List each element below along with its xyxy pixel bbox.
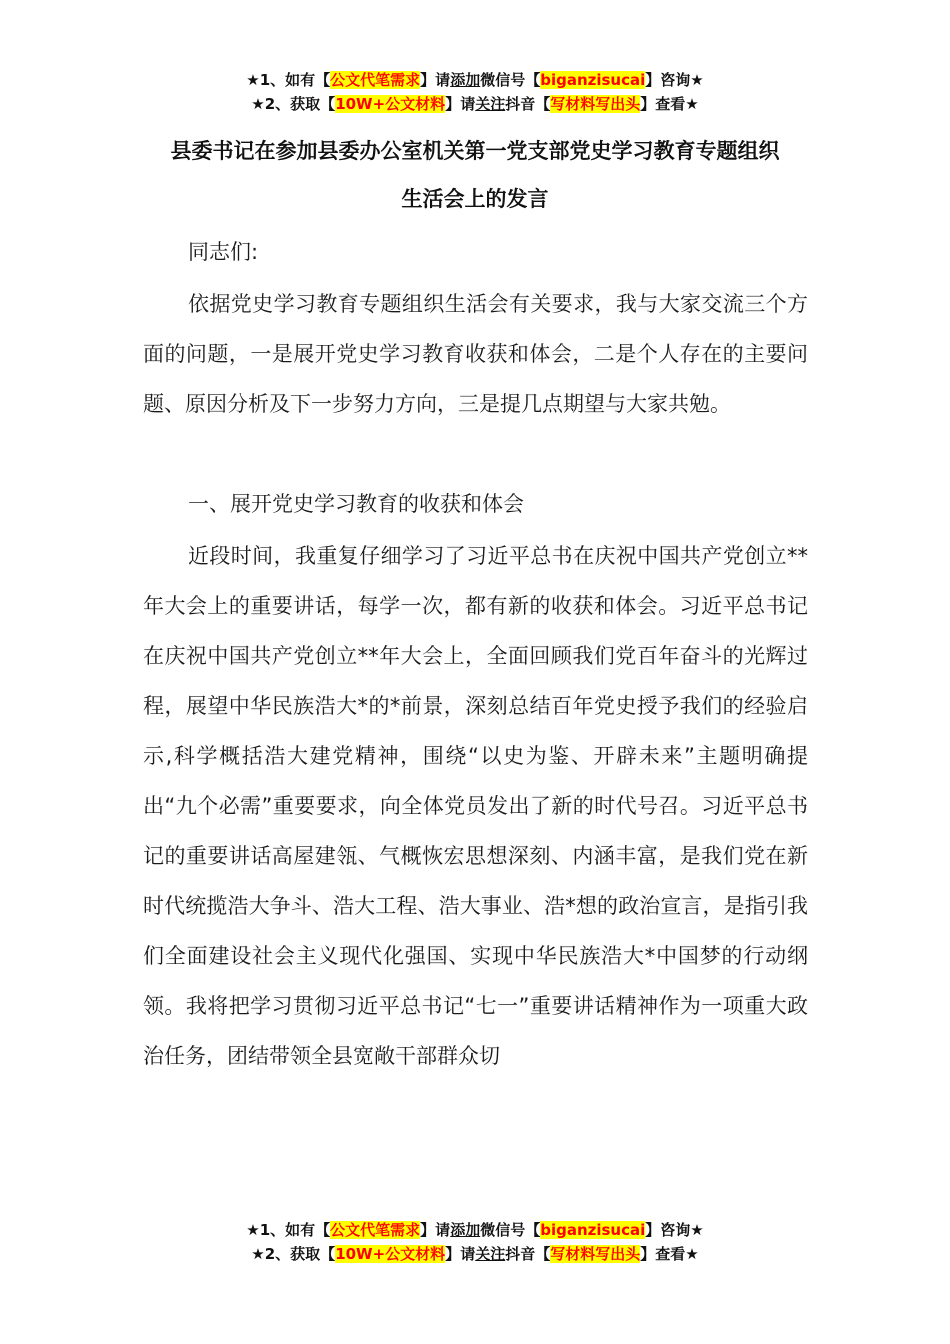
- promo-line-1-prefix: ★1、如有【: [246, 71, 331, 89]
- promo-footer-line-2: [0, 1242, 950, 1266]
- body-paragraph-1: 依据党史学习教育专题组织生活会有关要求，我与大家交流三个方面的问题，一是展开党史学习教育收获和体会，二是个人存在的主要问题、原因分析及下一步努力方向，三是提几点期望与大家共勉。: [143, 292, 808, 416]
- promo-highlight-materials: 10W+公文材料: [335, 95, 446, 113]
- promo-footer-highlight-douyin: 写材料写出头: [550, 1245, 641, 1263]
- promo-line-1: [0, 68, 950, 92]
- document-title-line-2: 生活会上的发言: [401, 187, 549, 211]
- promo-highlight-service: 公文代笔需求: [330, 71, 421, 89]
- promo-footer-line-1: [0, 1218, 950, 1242]
- promo-footer-underlined-follow: 关注: [475, 1245, 506, 1263]
- promo-footer-highlight-materials: 10W+公文材料: [335, 1245, 446, 1263]
- body-paragraph-2: 近段时间，我重复仔细学习了习近平总书在庆祝中国共产党创立**年大会上的重要讲话，每学一次，都有新的收获和体会。习近平总书记在庆祝中国共产党创立**年大会上，全面回顾我们党百年奋斗的光辉过程，展望中华民族浩大*的*前景，深刻总结百年党史授予我们的经验启示,科学概括浩大建党精神，围绕“以史为鉴、开辟未来”主题明确提出“九个必需”重要要求，向全体党员发出了新的时代号召。习近平总书记的重要讲话高屋建瓴、气概恢宏思想深刻、内涵丰富，是我们党在新时代统揽浩大争斗、浩大工程、浩大事业、浩*想的政治宣言，是指引我们全面建设社会主义现代化强国、实现中华民族浩大*中国梦的行动纲领。我将把学习贯彻习近平总书记“七一”重要讲话精神作为一项重大政治任务，团结带领全县宽敞干部群众切: [143, 544, 808, 1068]
- promo-footer-line-1-mid: 】请: [420, 1221, 451, 1239]
- promo-line-1-mid: 】请: [420, 71, 451, 89]
- promo-line-2-prefix: ★2、获取【: [251, 95, 336, 113]
- promo-footer-line-1-prefix: ★1、如有【: [246, 1221, 331, 1239]
- promo-footer-line-2-mid: 】请: [445, 1245, 476, 1263]
- promo-header: [0, 68, 950, 116]
- promo-line-2-mid: 】请: [445, 95, 476, 113]
- promo-highlight-wechat-id: biganzisucai: [540, 71, 646, 89]
- promo-line-2: [0, 92, 950, 116]
- promo-line-2-suffix: 】查看★: [640, 95, 699, 113]
- promo-footer-line-1-mid2: 微信号【: [480, 1221, 541, 1239]
- promo-line-1-mid2: 微信号【: [480, 71, 541, 89]
- promo-line-2-mid2: 抖音【: [505, 95, 551, 113]
- promo-underlined-follow: 关注: [475, 95, 506, 113]
- document-title-line-1: 县委书记在参加县委办公室机关第一党支部党史学习教育专题组织: [170, 139, 780, 163]
- promo-footer-line-2-mid2: 抖音【: [505, 1245, 551, 1263]
- promo-footer-line-1-suffix: 】咨询★: [645, 1221, 704, 1239]
- promo-highlight-douyin: 写材料写出头: [550, 95, 641, 113]
- section-heading-1: 一、展开党史学习教育的收获和体会: [188, 492, 524, 516]
- promo-line-1-suffix: 】咨询★: [645, 71, 704, 89]
- promo-footer-line-2-prefix: ★2、获取【: [251, 1245, 336, 1263]
- promo-footer-highlight-wechat-id: biganzisucai: [540, 1221, 646, 1239]
- salutation: 同志们:: [188, 240, 259, 264]
- promo-footer-underlined-add: 添加: [450, 1221, 481, 1239]
- promo-underlined-add: 添加: [450, 71, 481, 89]
- promo-footer: [0, 1218, 950, 1266]
- promo-footer-line-2-suffix: 】查看★: [640, 1245, 699, 1263]
- promo-footer-highlight-service: 公文代笔需求: [330, 1221, 421, 1239]
